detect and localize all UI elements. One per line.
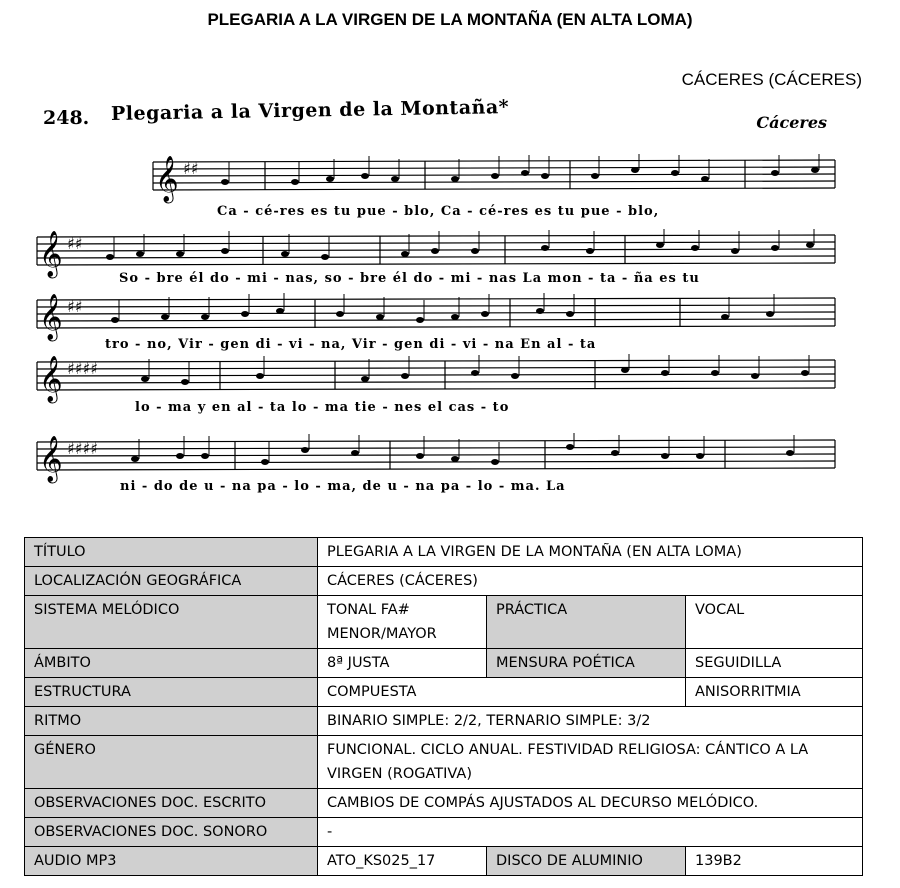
table-row [25, 847, 863, 876]
cell-label: AUDIO MP3 [25, 847, 318, 876]
score-number: 248. [43, 107, 90, 129]
table-row [25, 567, 863, 596]
cell-label: PRÁCTICA [487, 596, 686, 649]
cell-value: COMPUESTA [318, 678, 686, 707]
cell-value: BINARIO SIMPLE: 2/2, TERNARIO SIMPLE: 3/2 [318, 707, 863, 736]
cell-label: RITMO [25, 707, 318, 736]
sharp-icon: ♯♯♯♯ [67, 359, 98, 378]
cell-value: TONAL FA# MENOR/MAYOR [318, 596, 487, 649]
treble-clef-icon: 𝄞 [39, 356, 63, 402]
treble-clef-icon: 𝄞 [39, 436, 63, 482]
table-row [25, 707, 863, 736]
lyric-line-3: tro - no, Vir - gen di - vi - na, Vir - gen di - vi - na En al - ta [105, 337, 597, 352]
lyric-line-4: lo - ma y en al - ta lo - ma tie - nes el cas - to [135, 400, 510, 415]
treble-clef-icon: 𝄞 [39, 294, 63, 340]
sharp-icon: ♯♯ [67, 234, 83, 253]
cell-label: SISTEMA MELÓDICO [25, 596, 318, 649]
cell-value: FUNCIONAL. CICLO ANUAL. FESTIVIDAD RELIGIOSA: CÁNTICO A LA VIRGEN (ROGATIVA) [318, 736, 863, 789]
sharp-icon: ♯♯♯♯ [67, 439, 98, 458]
cell-value: PLEGARIA A LA VIRGEN DE LA MONTAÑA (EN ALTA LOMA) [318, 538, 863, 567]
cell-label: DISCO DE ALUMINIO [487, 847, 686, 876]
table-row [25, 736, 863, 789]
table-row [25, 789, 863, 818]
cell-value: SEGUIDILLA [686, 649, 863, 678]
treble-clef-icon: 𝄞 [155, 156, 179, 202]
table-row [25, 818, 863, 847]
cell-value: CAMBIOS DE COMPÁS AJUSTADOS AL DECURSO MELÓDICO. [318, 789, 863, 818]
page-title: PLEGARIA A LA VIRGEN DE LA MONTAÑA (EN ALTA LOMA) [207, 10, 693, 29]
table-row [25, 596, 863, 649]
table-row [25, 649, 863, 678]
location-heading: CÁCERES (CÁCERES) [681, 70, 862, 89]
sharp-icon: ♯♯ [67, 297, 83, 316]
cell-label: ESTRUCTURA [25, 678, 318, 707]
cell-value: 139B2 [686, 847, 863, 876]
cell-label: MENSURA POÉTICA [487, 649, 686, 678]
score-heading: Plegaria a la Virgen de la Montaña* [110, 96, 510, 125]
lyric-line-5: ni - do de u - na pa - lo - ma, de u - na pa - lo - ma. La [120, 479, 566, 494]
cell-label: LOCALIZACIÓN GEOGRÁFICA [25, 567, 318, 596]
cell-value: VOCAL [686, 596, 863, 649]
lyric-line-1: Ca - cé-res es tu pue - blo, Ca - cé-res es tu pue - blo, [217, 204, 660, 219]
cell-value: - [318, 818, 863, 847]
cell-value: ATO_KS025_17 [318, 847, 487, 876]
cell-label: OBSERVACIONES DOC. ESCRITO [25, 789, 318, 818]
music-score [35, 97, 855, 502]
score-place: Cáceres [756, 113, 827, 132]
cell-label: ÁMBITO [25, 649, 318, 678]
lyric-line-2: So - bre él do - mi - nas, so - bre él do - mi - nas La mon - ta - ña es tu [119, 271, 700, 286]
cell-label: OBSERVACIONES DOC. SONORO [25, 818, 318, 847]
cell-value: 8ª JUSTA [318, 649, 487, 678]
metadata-table [24, 537, 863, 876]
cell-value: ANISORRITMIA [686, 678, 863, 707]
table-row [25, 678, 863, 707]
cell-label: TÍTULO [25, 538, 318, 567]
treble-clef-icon: 𝄞 [39, 231, 63, 277]
cell-value: CÁCERES (CÁCERES) [318, 567, 863, 596]
table-row [25, 538, 863, 567]
staff-system-1 [35, 152, 855, 212]
sharp-icon: ♯♯ [183, 159, 199, 178]
cell-label: GÉNERO [25, 736, 318, 789]
